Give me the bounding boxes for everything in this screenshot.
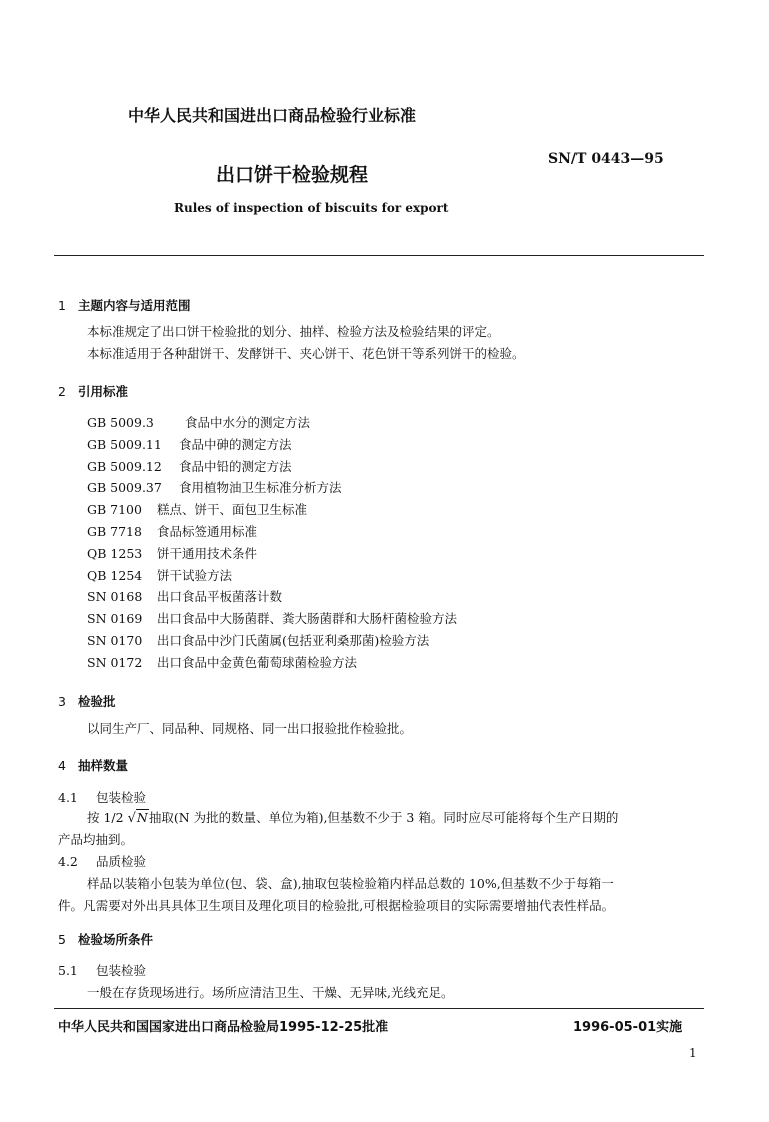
reference-name: 饼干试验方法 [157,567,233,583]
section-title: 主题内容与适用范围 [78,298,191,313]
reference-item [87,631,457,653]
section-title: 引用标准 [78,384,129,399]
subsection-4-2-heading [58,852,146,872]
section-title: 抽样数量 [78,758,129,773]
reference-name: 饼干通用技术条件 [157,545,258,561]
subsection-5-1-heading [58,961,146,981]
standard-code: SN/T 0443—95 [548,151,664,167]
reference-item [87,653,457,675]
paragraph: 样品以装箱小包装为单位(包、袋、盒),抽取包装检验箱内样品总数的 10%,但基数不少于每箱一 [87,876,614,891]
section-2-heading [58,382,128,400]
section-number: 1 [58,298,66,313]
page-number: 1 [689,1046,697,1060]
subsection-4-1-heading [58,788,146,808]
subsection-number: 4.2 [58,854,78,869]
effective-date: 1996-05-01实施 [573,1020,683,1035]
section-number: 3 [58,694,66,709]
section-title: 检验批 [78,694,116,709]
reference-name: 出口食品中沙门氏菌属(包括亚利桑那菌)检验方法 [157,632,430,648]
section-3-heading [58,692,116,710]
reference-name: 食品中砷的测定方法 [179,436,292,452]
reference-item [87,478,457,500]
subsection-title: 品质检验 [96,854,147,869]
reference-list [87,413,457,675]
reference-name: 出口食品中金黄色葡萄球菌检验方法 [157,654,358,670]
document-title-en: Rules of inspection of biscuits for export [174,201,449,215]
reference-code: SN 0172 [87,654,143,670]
reference-code: QB 1253 [87,545,143,561]
section-4-heading [58,756,128,774]
reference-code: GB 7100 [87,502,142,518]
sqrt-operand: N [136,810,148,825]
section-1-heading [58,296,191,314]
footer-rule [54,1008,704,1009]
reference-name: 出口食品平板菌落计数 [157,589,283,605]
reference-name: 食品中水分的测定方法 [185,415,311,430]
paragraph: 一般在存货现场进行。场所应清洁卫生、干燥、无异味,光线充足。 [87,985,454,1000]
section-title: 检验场所条件 [78,932,154,947]
reference-code: QB 1254 [87,567,143,583]
reference-item [87,544,457,566]
reference-code: GB 5009.12 [87,458,162,474]
reference-item [87,457,457,479]
document-title: 出口饼干检验规程 [216,164,369,186]
paragraph: 本标准适用于各种甜饼干、发酵饼干、夹心饼干、花色饼干等系列饼干的检验。 [87,346,525,361]
reference-item [87,500,457,522]
subsection-title: 包装检验 [96,790,147,805]
reference-name: 出口食品中大肠菌群、粪大肠菌群和大肠杆菌检验方法 [157,611,458,627]
reference-code: SN 0169 [87,611,143,627]
reference-code: SN 0168 [87,589,143,605]
reference-name: 食品中铅的测定方法 [179,458,292,474]
text-run: 抽取(N 为批的数量、单位为箱),但基数不少于 3 箱。同时应尽可能将每个生产日期的 [148,810,619,825]
paragraph: 产品均抽到。 [58,832,134,847]
paragraph: 以同生产厂、同品种、同规格、同一出口报验批作检验批。 [87,721,413,736]
reference-code: GB 5009.11 [87,436,162,452]
section-number: 4 [58,758,66,773]
reference-code: GB 7718 [87,523,142,539]
paragraph: 件。凡需要对外出具具体卫生项目及理化项目的检验批,可根据检验项目的实际需要增抽代表性样品。 [58,898,615,913]
header-rule [54,255,704,256]
reference-code: GB 5009.37 [87,480,162,496]
reference-item [87,413,457,435]
paragraph: 本标准规定了出口饼干检验批的划分、抽样、检验方法及检验结果的评定。 [87,324,500,339]
standard-org-title: 中华人民共和国进出口商品检验行业标准 [128,106,417,125]
reference-item [87,566,457,588]
subsection-number: 5.1 [58,963,78,978]
approval-line: 中华人民共和国国家进出口商品检验局1995-12-25批准 [58,1020,389,1035]
section-5-heading [58,930,153,948]
reference-name: 糕点、饼干、面包卫生标准 [157,502,308,518]
reference-item [87,609,457,631]
subsection-title: 包装检验 [96,963,147,978]
reference-code: SN 0170 [87,632,143,648]
paragraph [87,808,618,829]
reference-code: GB 5009.3 [87,415,154,430]
reference-name: 食品标签通用标准 [157,523,258,539]
sqrt-icon: √ [127,811,136,826]
reference-name: 食用植物油卫生标准分析方法 [179,480,342,496]
reference-item [87,587,457,609]
subsection-number: 4.1 [58,790,78,805]
reference-item [87,522,457,544]
section-number: 5 [58,932,66,947]
reference-item [87,435,457,457]
text-run: 按 1/2 [87,810,128,825]
section-number: 2 [58,384,66,399]
